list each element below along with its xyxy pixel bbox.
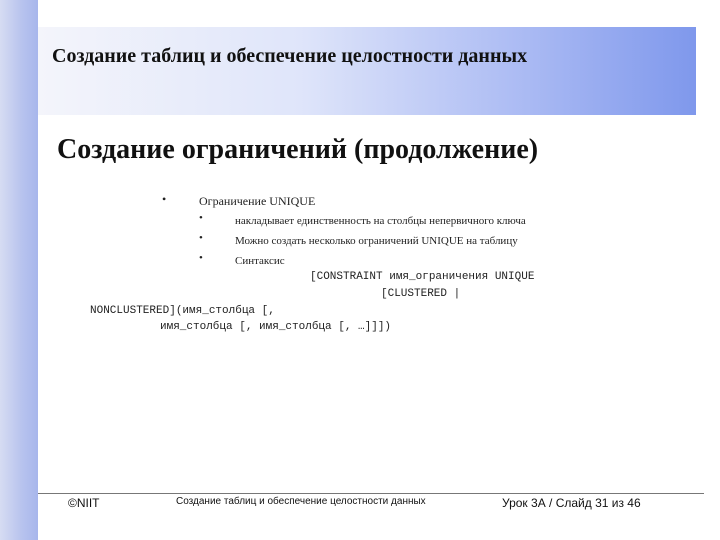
bullet-icon: • bbox=[162, 192, 167, 206]
bullet-icon: • bbox=[199, 212, 203, 224]
syntax-line: NONCLUSTERED](имя_столбца [, bbox=[90, 305, 275, 317]
syntax-line: [CLUSTERED | bbox=[381, 288, 461, 300]
syntax-line: [CONSTRAINT имя_ограничения UNIQUE bbox=[310, 271, 535, 283]
slide-subtitle: Создание ограничений (продолжение) bbox=[57, 134, 539, 165]
slide-title: Создание таблиц и обеспечение целостности данных bbox=[52, 45, 528, 67]
footer-divider bbox=[38, 493, 704, 494]
footer-slide-number: Урок 3А / Слайд 31 из 46 bbox=[502, 496, 641, 510]
sub-bullet-text: накладывает единственность на столбцы непервичного ключа bbox=[235, 215, 526, 227]
sub-bullet-text: Синтаксис bbox=[235, 255, 285, 267]
footer-copyright: ©NIIT bbox=[68, 496, 100, 510]
title-banner bbox=[38, 27, 696, 115]
syntax-line: имя_столбца [, имя_столбца [, …]]]) bbox=[160, 321, 392, 333]
bullet-main-text: Ограничение UNIQUE bbox=[199, 194, 316, 208]
bullet-icon: • bbox=[199, 232, 203, 244]
left-decorative-bar bbox=[0, 0, 38, 540]
sub-bullet-text: Можно создать несколько ограничений UNIQUE на таблицу bbox=[235, 235, 518, 247]
bullet-icon: • bbox=[199, 252, 203, 264]
footer-course-title: Создание таблиц и обеспечение целостности данных bbox=[176, 496, 426, 507]
